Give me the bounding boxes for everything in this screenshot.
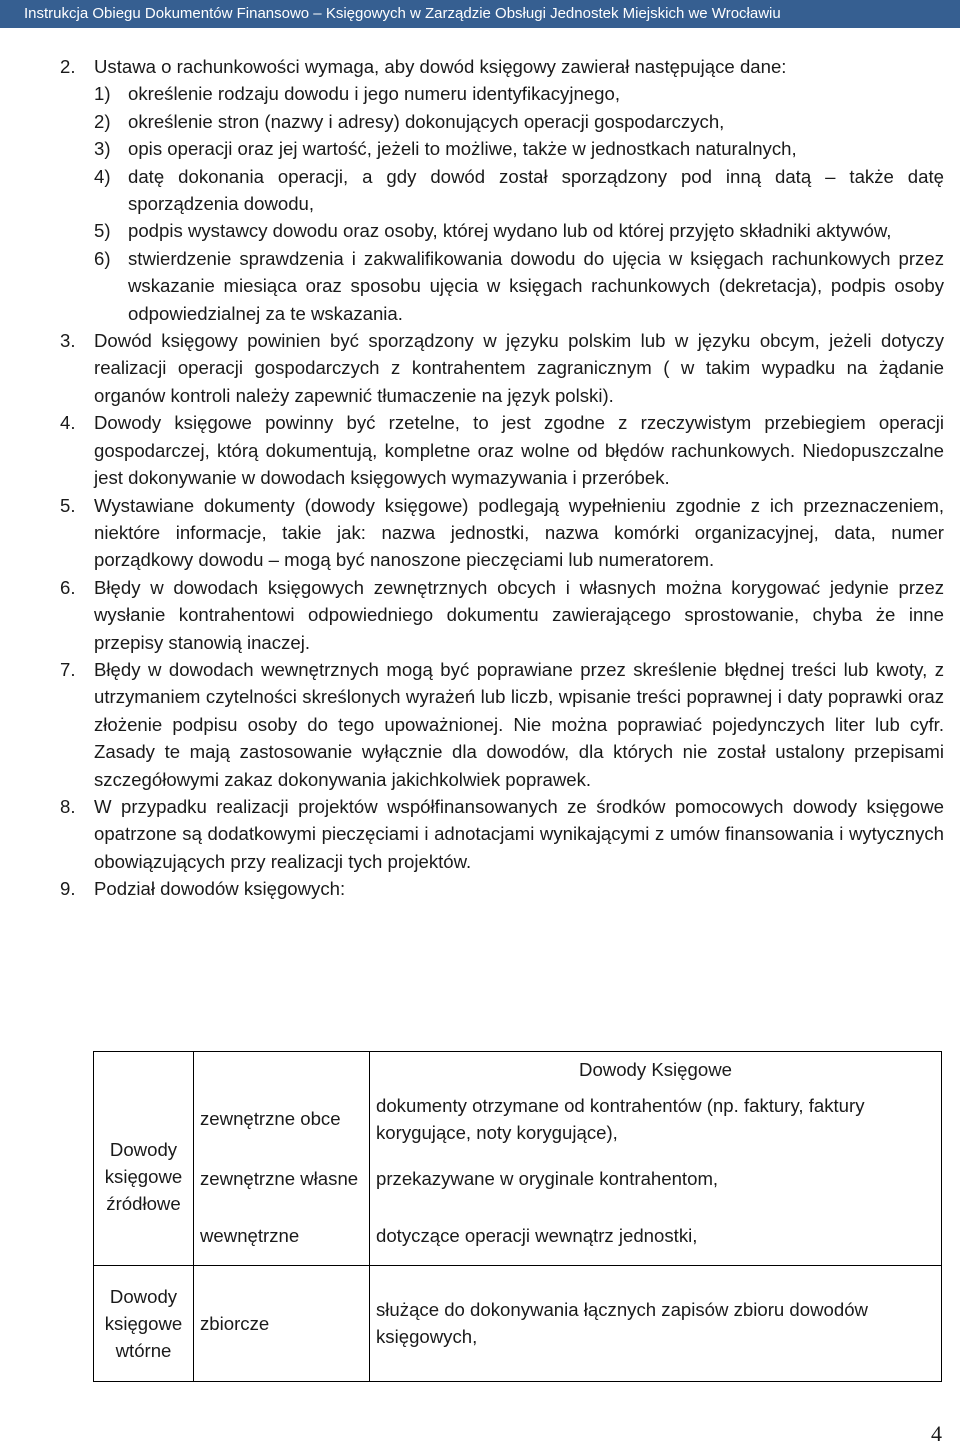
item-text: Błędy w dowodach księgowych zewnętrznych obcych i własnych można korygować jedynie przez wysłanie kontrahentowi odpowiedniego dokumentu zawierającego sprostowanie, chyba że inne przepisy stanowią inaczej. [94, 576, 944, 653]
group-source-label: Dowody księgowe źródłowe [94, 1087, 194, 1265]
item-number: 2. [60, 56, 76, 77]
sub-item [94, 108, 944, 135]
item-text: Błędy w dowodach wewnętrznych mogą być poprawiane przez skreślenie błędnej treści lub kwoty, z utrzymaniem czytelności skreślonych wyrażeń lub liczb, wpisanie treści poprawnej i daty poprawki oraz złożenie podpisu osoby do tego upoważnionej. Nie można poprawiać pojedynczych liter lub cyfr. Zasady te mają zastosowanie wyłącznie dla dowodów, dla których nie został ustalony przepisami szczegółowymi zakaz dokonywania jakichkolwiek poprawek. [94, 658, 944, 790]
row-description: dotyczące operacji wewnątrz jednostki, [370, 1207, 942, 1266]
sub-item-text: stwierdzenie sprawdzenia i zakwalifikowania dowodu do ujęcia w księgach rachunkowych przez wskazanie miesiąca oraz sposobu ujęcia w księgach rachunkowych (dekretacja), podpis osoby odpowiedzialnej za te wskazania. [128, 247, 944, 324]
sub-item-text: opis operacji oraz jej wartość, jeżeli to możliwe, także w jednostkach naturalnych, [128, 138, 797, 160]
item-text: Dowód księgowy powinien być sporządzony w języku polskim lub w języku obcym, jeżeli dotyczy realizacji operacji gospodarczych z kontrahentem zagranicznym ( w takim wypadku na żądanie organów kontroli należy zapewnić tłumaczenie na język polski). [94, 330, 944, 406]
row-type: zewnętrzne obce [194, 1087, 370, 1150]
list-item [60, 793, 944, 875]
document-classification-table [93, 1051, 941, 1382]
sub-item-number: 1) [94, 83, 111, 105]
list-item [60, 656, 944, 793]
sub-item-text: datę dokonania operacji, a gdy dowód został sporządzony pod inną datą – także datę sporządzenia dowodu, [128, 165, 944, 215]
item-number: 9. [60, 878, 76, 900]
row-description: przekazywane w oryginale kontrahentom, [370, 1150, 942, 1207]
row-type: zewnętrzne własne [194, 1150, 370, 1207]
sub-item-number: 4) [94, 165, 111, 187]
document-body [60, 53, 944, 903]
sub-item [94, 217, 944, 244]
sub-item [94, 80, 944, 107]
list-item [60, 492, 944, 574]
table-title: Dowody Księgowe [370, 1052, 942, 1088]
sub-item-text: podpis wystawcy dowodu oraz osoby, której wydano lub od której przyjęto składniki aktywów, [128, 220, 892, 242]
item-number: 6. [60, 576, 76, 598]
row-type: zbiorcze [194, 1265, 370, 1381]
sub-item [94, 245, 944, 327]
sub-item-number: 5) [94, 220, 111, 242]
sub-item [94, 163, 944, 218]
item-number: 8. [60, 795, 76, 817]
list-item [60, 875, 944, 902]
list-item [60, 574, 944, 656]
sub-item-number: 2) [94, 110, 111, 132]
sub-item-number: 6) [94, 247, 111, 269]
row-description: służące do dokonywania łącznych zapisów zbioru dowodów księgowych, [370, 1265, 942, 1381]
classification-table [93, 1051, 942, 1382]
sub-list [94, 80, 944, 327]
item-number: 7. [60, 658, 76, 680]
sub-item [94, 135, 944, 162]
list-item [60, 409, 944, 491]
list-item [60, 53, 944, 327]
page-number: 4 [931, 1421, 942, 1446]
sub-item-number: 3) [94, 138, 111, 160]
item-number: 3. [60, 330, 76, 352]
item-number: 5. [60, 494, 76, 516]
item-text: Ustawa o rachunkowości wymaga, aby dowód księgowy zawierał następujące dane: [94, 56, 787, 77]
item-text: W przypadku realizacji projektów współfinansowanych ze środków pomocowych dowody księgowe opatrzone są dodatkowymi pieczęciami i adnotacjami wynikającymi z umów finansowania i wytycznych obowiązujących przy realizacji tych projektów. [94, 795, 944, 872]
document-header [0, 0, 960, 28]
sub-item-text: określenie rodzaju dowodu i jego numeru identyfikacyjnego, [128, 83, 620, 105]
item-text: Wystawiane dokumenty (dowody księgowe) podlegają wypełnieniu zgodnie z ich przeznaczeniem, niektóre informacje, takie jak: nazwa jednostki, nazwa komórki organizacyjnej, data, numer porządkowy dowodu – mogą być nanoszone pieczęciami lub numeratorem. [94, 494, 944, 571]
item-number: 4. [60, 412, 76, 434]
header-title: Instrukcja Obiegu Dokumentów Finansowo – Księgowych w Zarządzie Obsługi Jednostek Miejskich we Wrocławiu [24, 5, 781, 22]
item-text: Podział dowodów księgowych: [94, 878, 346, 900]
item-text: Dowody księgowe powinny być rzetelne, to jest zgodne z rzeczywistym przebiegiem operacji gospodarczej, którą dokumentują, kompletne oraz wolne od błędów rachunkowych. Niedopuszczalne jest dokonywanie w dowodach księgowych wymazywania i przeróbek. [94, 412, 944, 489]
list-item [60, 327, 944, 409]
group-secondary-label: Dowody księgowe wtórne [94, 1265, 194, 1381]
sub-item-text: określenie stron (nazwy i adresy) dokonujących operacji gospodarczych, [128, 110, 725, 132]
row-description: dokumenty otrzymane od kontrahentów (np. faktury, faktury korygujące, noty korygujące), [370, 1087, 942, 1150]
row-type: wewnętrzne [194, 1207, 370, 1266]
